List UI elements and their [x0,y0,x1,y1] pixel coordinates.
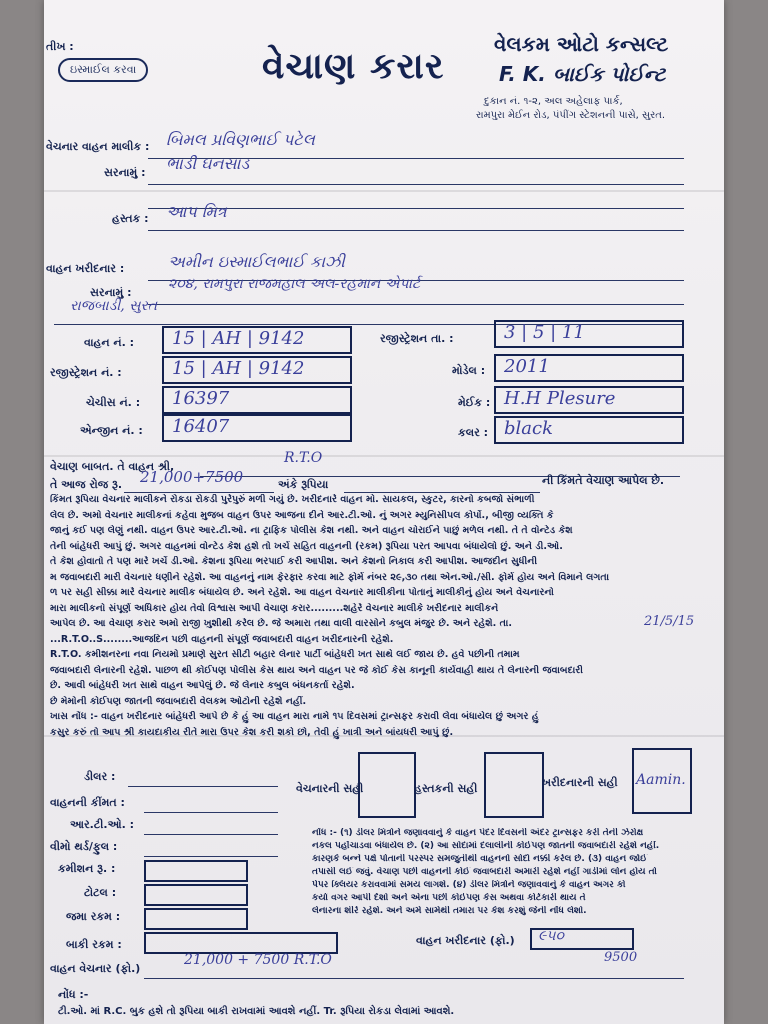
note-line: કર્યા વગર આપી દેશો અને એના પછી કોઈપણ કેસ અથવા કોર્ટકારી થાય તે [312,893,586,903]
dealer-line [128,786,278,787]
price-line [144,812,278,813]
sale-term-line: મારા માલીકનો સંપૂર્ણ અધિકાર હોય તેવો વિશ્વાસ આપી વેચાણ કરાર.........શહેરે વેચનાર માલીકે ખરીદનાર માલીકને [50,602,499,614]
color-value: black [504,418,553,439]
page-title: વેચાણ કરાર [262,46,445,87]
deposit-label: જમા રકમ : [66,910,121,923]
buyer-signature-label: ખરીદનારની સહી [542,776,618,789]
sale-term-line: છે મેમોની કોઈપણ જાતની જવાબદારી વેલકમ ઓટોની રહેશે નહીં. [50,695,307,707]
dealer-label: ડીલર : [84,770,116,783]
buyer-phone-label: વાહન ખરીદનાર (ફો.) [416,934,515,947]
vehicle-no-value: 15 | AH | 9142 [172,328,305,349]
sale-term-line: લેલ છે. અમો વેચનાર માલીકનાં કહેવા મુજબ વાહન ઉપર આજના દીને આર.ટી.ઓ. નું અગર મ્યુનિસીપલ કોર્પો., બીજી વ્યક્તિ કે [50,509,554,521]
footer-note: ટી.ઓ. માં R.C. બુક હશે તો રૂપિયા બાકી રાખવામાં આવશે નહીં. Tr. રૂપિયા રોકડા લેવામાં આવશે. [58,1006,455,1017]
commission-box [144,860,248,882]
sale-term-line: ...R.T.O..S........આજદિન પછી વાહનની સંપૂર્ણ જવાબદારી વાહન ખરીદનારની રહેશે. [50,633,394,645]
make-label: મેઈક : [458,396,491,409]
seller-address-label: સરનામું : [104,166,146,179]
note-line: પેપર ક્લિયર કરાવવામાં સમય લાગશે. (૪) ડીલર મિત્રોને જણાવવાનું કે વાહન અગર કો [312,880,626,890]
sale-term-line: R.T.O. કમીશનરના નવા નિયમો પ્રમાણે સુરત સીટી બહાર લેનાર પાર્ટી બાંહેધરી ખત સાથે લઈ જાય છે. હવે પછીની તમામ [50,649,520,660]
seller-address-line [148,184,684,185]
owner-value: બિમલ પ્રવિણભાઈ પટેલ [166,130,315,149]
engine-label: એન્જીન નં. : [80,424,143,437]
through-signature-label: હસ્તકની સહી [414,782,478,795]
balance-label: બાકી રકમ : [66,938,122,951]
sale-words-line [344,492,540,493]
insurance-label: વીમો થર્ડ/ફુલ : [50,840,118,853]
through-label: હસ્તક : [112,212,149,225]
sale-amount-value: 21,000+7500 [140,468,244,486]
left-tab-label: તીખ : [46,40,74,53]
buyer-signature-box [632,748,692,814]
form-pill: ઇસ્માઈલ કરવા [58,58,148,82]
rto-line [144,834,278,835]
sale-amount-line [124,492,274,493]
sale-term-line: તે કેશ હોવાતો તે પણ મારે ખર્ચે ડી.ઓ. કેશના રૂપિયા ભરપાઈ કરી આપીશ. અને કેશનો નિકાલ કરી આપીશ. આજદીન સુધીની [50,556,538,567]
buyer-address-label: સરનામું : [90,286,132,299]
buyer-value: અમીન ઇસ્માઈલભાઈ કાઝી [168,252,345,271]
sale-line1-label: વેચાણ બાબત. તે વાહન શ્રી, [50,460,175,473]
buyer-phone-value: ૯૫૦ [538,928,564,944]
make-value: H.H Plesure [504,388,616,409]
dealer-subname: F. K. બાઈક પોઈન્ટ [499,62,666,86]
through-line [148,230,684,231]
notes-block [312,828,722,919]
model-label: મોડેલ : [452,364,486,377]
deposit-box [144,908,248,930]
buyer-address-value-1: ૨૦૪, રામપુરા રાજમહાલ અલ-રહમાન એપાર્ટ [168,276,421,292]
sale-line2-mid: અંકે રૂપિયા [278,478,329,491]
sale-line1-right: ની કિંમતે વેચાણ આપેલ છે. [542,474,665,487]
buyer-signature: Aamin. [636,772,686,788]
sale-term-line: જવાબદારી લેનારની રહેશે. પાછળ થી કોઈપણ પોલીસ કેસ થાય અને વાહન પર જે કોઈ કેસ કાનૂની કાર્યવાહી થાય તે લેનારની જવાબદારી [50,664,584,676]
seller-phone-value: 21,000 + 7500 R.T.O [184,952,332,968]
total-label: ટોટલ : [84,886,117,899]
owner-label: વેચનાર વાહન માલીક : [46,140,150,153]
insurance-line [144,856,278,857]
buyer-address-value-2: રાજબાડી, સુરત [70,298,158,314]
engine-value: 16407 [172,416,230,437]
sale-term-line: આપેલ છે. આ વેચાણ કરાર અમો રાજી ખુશીથી કરેલ છે. જે અમારા તથા વાલી વારસોને કબુલ મંજુર છે. અને રહેશે. તા. [50,618,512,629]
vehicle-no-label: વાહન નં. : [84,336,134,349]
chassis-label: ચેચીસ નં. : [86,396,141,409]
through-signature-box [484,752,544,818]
reg-date-box [494,320,684,348]
chassis-box [162,386,352,414]
total-box [144,884,248,906]
reg-no-label: રજીસ્ટ્રેશન નં. : [50,366,122,379]
seller-signature-box [358,752,416,818]
buyer-address-line [148,304,684,305]
buyer-label: વાહન ખરીદનાર : [46,262,125,275]
sale-term-line: ખાસ નોંધ :- વાહન ખરીદનાર બાંહેધરી આપે છે કે હું આ વાહન મારા નામે ૧૫ દિવસમાં ટ્રાન્સફર કરાવી લેવા બંધાયેલ છું અગર હું [50,711,539,722]
sale-term-line: કસુર કરું તો આપ શ્રી કાયદાકીય રીતે મારા ઉપર કેશ કરી શકો છો, તેવી હું ખાત્રી અને બાંયધરી આપું છું. [50,726,454,738]
color-box [494,416,684,444]
reg-date-label: રજીસ્ટ્રેશન તા. : [380,332,454,345]
reg-no-box [162,356,352,384]
engine-box [162,414,352,442]
buyer-phone-box [530,928,634,950]
balance-box [144,932,338,954]
contract-sheet [44,0,724,1024]
model-value: 2011 [504,356,550,377]
color-label: કલર : [458,426,488,439]
commission-label: કમીશન રૂ. : [58,862,116,875]
seller-phone-line [144,978,684,979]
note-line: તપાસી લઈ જવું. વેચાણ પછી વાહનની કોઈ જવાબદારી અમારી રહેશે નહીં ગાડીમાં લોન હોય તો [312,867,657,877]
vehicle-no-box [162,326,352,354]
sale-terms [50,494,718,742]
note-line: કારણકે બન્ને પક્ષે પોતાની પરસ્પર સમજુતીથી વાહનનો સોદો નક્કી કરેલ છે. (૩) વાહન જોઈ [312,854,648,864]
dealer-address-2: રામપુરા મેઈન રોડ, પંપીંગ સ્ટેશનની પાસે, સુરત. [476,110,666,121]
seller-address-value: ભાડી ઘનસાડ [166,154,250,173]
note-line: નકલ પહોંચાડવા બંધાયેલ છે. (૨) આ સોદામાં દલાલીની કોઈપણ જાતની જવાબદારી રહેશે નહીં. [312,841,660,851]
rto-label: આર.ટી.ઓ. : [70,818,134,831]
reg-date-value: 3 | 5 | 11 [504,322,585,343]
sale-term-line: છે. આવી બાંહેધરી ખત સાથે વાહન આપેલું છે. જે લેનાર કબુલ બંધનકર્તા રહેશે. [50,680,355,691]
sale-term-line: જાનું કઈ પણ લેણું નથી. વાહન ઉપર આર.ટી.ઓ. ના ટ્રાફિક પોલીસ કેશ નથી. અને વાહન ચોરાઈને પાછું મળેલ નથી. તે તે વોન્ટેડ કેશ [50,525,573,536]
seller-address-line-2 [148,208,684,209]
sale-term-line: ળ પર સહી સીક્કા મારે વેચનાર માલીક બંધાયેલ છે. અને રહેશે. આ વાહન વેચનાર માલીકીના પોતાનું માલીકીનું હોય અને વેચનારનો [50,587,554,598]
sale-term-line: કિંમત રૂપિયા વેચનાર માલીકને રોકડા રોકડી પુરેપુરું મળી ગયું છે. ખરીદનારે વાહન મો. સાયકલ, સ્કુટર, કારનો કબજો સંભાળી [50,494,535,505]
sale-term-line: મ જવાબદારી મારી વેચનાર ધણીને રહેશે. આ વાહનનું નામ ફેરફાર કરવા માટે ફોર્મ નંબર ૨૯,૩૦ તથા એન.ઓ./સી. ફોર્મ હોય અને વિમાને લગતા [50,571,610,583]
sale-date-value: 21/5/15 [644,614,695,629]
note-label: નોંધ :- [58,988,89,1001]
seller-phone-right: 9500 [604,950,638,965]
seller-signature-label: વેચનારની સહી [296,782,364,795]
dealer-name: વેલકમ ઓટો કન્સલ્ટ [494,32,669,56]
price-label: વાહનની કીંમત : [50,796,125,809]
fold-line [44,455,724,457]
fold-line [44,190,724,192]
sale-line1-value: R.T.O [284,450,323,466]
chassis-value: 16397 [172,388,230,409]
model-box [494,354,684,382]
sale-term-line: તેની બાંહેધરી આપું છું. અગર વાહનમાં વોન્ટેડ કેશ હશે તો ખર્ચ સહિત વાહનની (રકમ) રૂપિયા પરત આપવા બંધાયેલો છું. અને ડી.ઓ. [50,540,563,552]
reg-no-value: 15 | AH | 9142 [172,358,305,379]
make-box [494,386,684,414]
seller-phone-label: વાહન વેચનાર (ફો.) [50,962,141,975]
sale-line2-label: તે આજ રોજ રૂ. [50,478,123,491]
dealer-address-1: દુકાન નં. ૧-૨, અલ અહેલાફ પાર્ક, [484,96,623,107]
note-line: નોંધ :- (૧) ડીલર મિત્રોને જણાવવાનું કે વાહન પંદર દિવસની અંદર ટ્રાન્સફર કરી તેની ઝેરોક્ષ [312,828,644,838]
note-line: લેનારના શીરે રહેશે. અને અમે સામેથી તમારા પર કેશ કરશું જેની નોંધ લેશો. [312,906,587,916]
through-value: આપ મિત્ર [166,202,227,221]
